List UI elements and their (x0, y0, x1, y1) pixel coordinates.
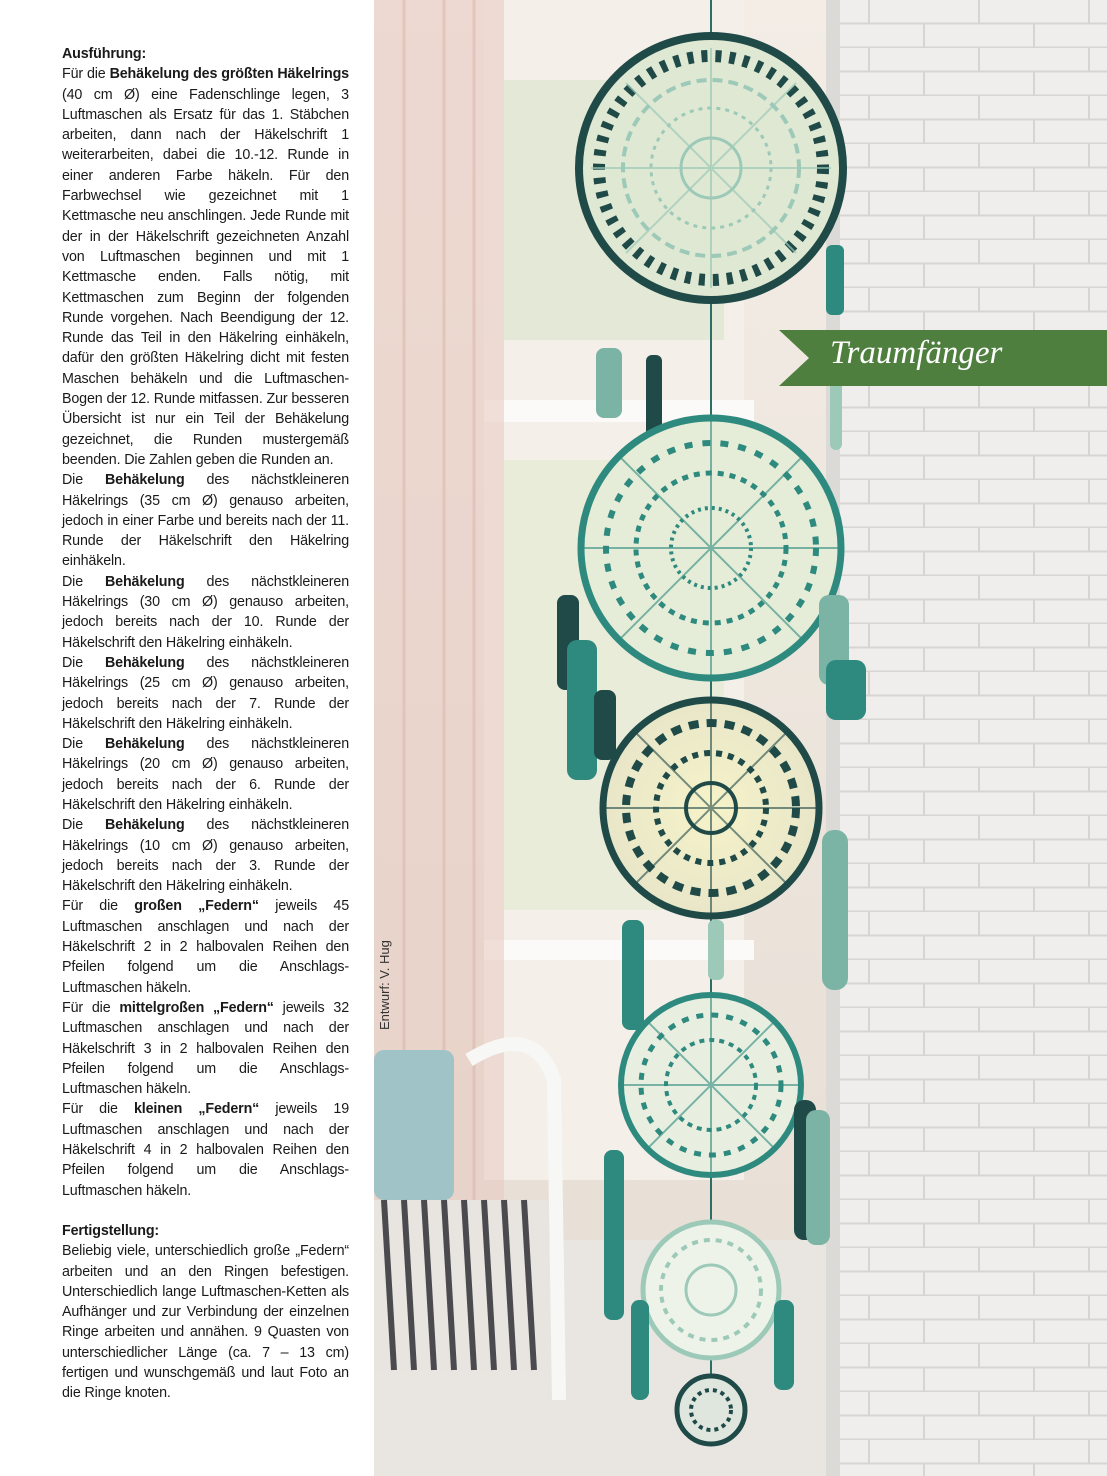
bold-term: kleinen „Federn“ (134, 1101, 260, 1118)
instructions-column (62, 44, 349, 1404)
text: des nächstkleineren Häkelrings (10 cm Ø) genauso arbeiten, jedoch bereits nach der 3. Runde der Häkelschrift den Häkelring einhäkeln. (62, 817, 350, 895)
tassel-left-bottom (631, 1300, 649, 1400)
paragraph-large-feathers (62, 896, 349, 997)
feather-left-lower (604, 1150, 624, 1320)
text: Für die (62, 66, 110, 83)
paragraph-finishing: Beliebig viele, unterschiedlich große „Federn“ arbeiten und an den Ringen befestigen. Unterschiedlich lange Luftmaschen-Ketten als Aufhänger und zur Verbindung der einzelnen Ringe arbeiten und annähen. 9 Quasten von unterschiedlicher Länge (ca. 7 – 13 cm) fertigen und wunschgemäß und laut Foto an die Ringe knoten. (62, 1243, 349, 1402)
paragraph-largest-ring (62, 64, 349, 470)
text: jeweils 32 Luftmaschen anschlagen und nach der Häkelschrift 3 in 2 halbovalen Reihen den Pfeilen folgend um die Anschlags-Luftmaschen häkeln. (62, 999, 349, 1098)
paragraph-medium-feathers (62, 998, 349, 1099)
bold-term: Behäkelung (105, 573, 185, 590)
crochet-ring-largest (579, 36, 843, 300)
text: Die (62, 736, 105, 753)
bold-term: Behäkelung (105, 736, 185, 753)
text: jeweils 45 Luftmaschen anschlagen und nach der Häkelschrift 2 in 2 halbovalen Reihen den Pfeilen folgend um die Anschlags-Luftmaschen häkeln. (62, 898, 349, 996)
tassel-center-ring-3 (708, 920, 724, 980)
bold-term: großen „Federn“ (134, 898, 259, 915)
bold-term: mittelgroßen „Federn“ (119, 999, 274, 1016)
dreamcatcher-photo (374, 0, 1107, 1476)
paragraph-small-feathers (62, 1099, 349, 1200)
tassel-right-bottom (774, 1300, 794, 1390)
text: des nächstkleineren Häkelrings (30 cm Ø) genauso arbeiten, jedoch bereits nach der 10. Runde der Häkelschrift den Häkelring einhäkeln. (62, 573, 350, 651)
text: Die (62, 817, 105, 834)
striped-blanket (374, 1200, 549, 1370)
section-heading-execution: Ausführung: (62, 46, 147, 62)
cushion (374, 1050, 454, 1200)
text: des nächstkleineren Häkelrings (25 cm Ø) genauso arbeiten, jedoch bereits nach der 7. Runde der Häkelschrift den Häkelring einhäkeln. (62, 654, 350, 732)
text: Die (62, 573, 105, 590)
text: Die (62, 472, 105, 489)
banner-title: Traumfänger (830, 335, 1003, 371)
bold-term: Behäkelung des größten Häkelrings (109, 66, 349, 83)
crochet-ring-smallest (677, 1376, 745, 1444)
bold-term: Behäkelung (105, 654, 185, 671)
feather-right-lower-light (806, 1110, 830, 1245)
brick-wall (834, 0, 1107, 1476)
tassel-right-upper (826, 245, 844, 315)
text: Für die (62, 898, 135, 915)
paragraph-ring-20 (62, 734, 349, 815)
text: des nächstkleineren Häkelrings (35 cm Ø) genauso arbeiten, jedoch in einer Farbe und bereits nach der 11. Runde der Häkelschrift den Häkelring einhäkeln. (62, 472, 350, 570)
crochet-ring-fourth (621, 995, 801, 1175)
photo-credit: Entwurf: V. Hug (377, 940, 392, 1030)
text: Die (62, 654, 105, 671)
spacer (62, 1201, 349, 1221)
crochet-ring-third (603, 700, 819, 916)
bold-term: Behäkelung (105, 472, 185, 489)
paragraph-ring-25 (62, 653, 349, 734)
paragraph-ring-35 (62, 470, 349, 571)
text: des nächstkleineren Häkelrings (20 cm Ø) genauso arbeiten, jedoch bereits nach der 6. Runde der Häkelschrift den Häkelring einhäkeln. (62, 736, 350, 813)
tassel-below-ring-3 (622, 920, 644, 1030)
paragraph-ring-30 (62, 572, 349, 653)
text: Für die (62, 1101, 134, 1118)
feather-right-middle (822, 830, 848, 990)
section-heading-finishing: Fertigstellung: (62, 1222, 160, 1239)
text: Für die (62, 999, 120, 1016)
photo-illustration (374, 0, 1107, 1476)
paragraph-ring-10 (62, 815, 349, 896)
text: (40 cm Ø) eine Fadenschlinge legen, 3 Luftmaschen als Ersatz für das 1. Stäbchen arbeiten, dann nach der Häkelschrift 1 weiterarbeiten, dabei die 10.-12. Runde in einer anderen Farbe häkeln. Für den Farbwechsel wie gezeichnet mit 1 Kettmasche neu anschlingen. Jede Runde mit der in der Häkelschrift gezeichneten Anzahl von Luftmaschen beginnen und mit 1 Kettmasche enden. Falls nötig, mit Kettmaschen zum Beginn der folgenden Runde vorgehen. Nach Beendigung der 12. Runde das Teil in den Häkelring einhäkeln, dafür den größten Häkelring dicht mit festen Maschen behäkeln und die Luftmaschen-Bogen der 12. Runde mitfassen. Zur besseren Übersicht ist nur ein Teil der Behäkelung gezeichnet, die Runden mustergemäß beenden. Die Zahlen geben die Runden an. (62, 86, 349, 468)
tassel-left-upper (596, 348, 622, 418)
crochet-ring-second (581, 418, 841, 678)
crochet-ring-fifth (643, 1222, 779, 1358)
bold-term: Behäkelung (105, 817, 185, 834)
text: jeweils 19 Luftmaschen anschlagen und nach der Häkelschrift 4 in 2 halbovalen Reihen den Pfeilen folgend um die Anschlags-Luftmaschen häkeln. (62, 1101, 349, 1199)
